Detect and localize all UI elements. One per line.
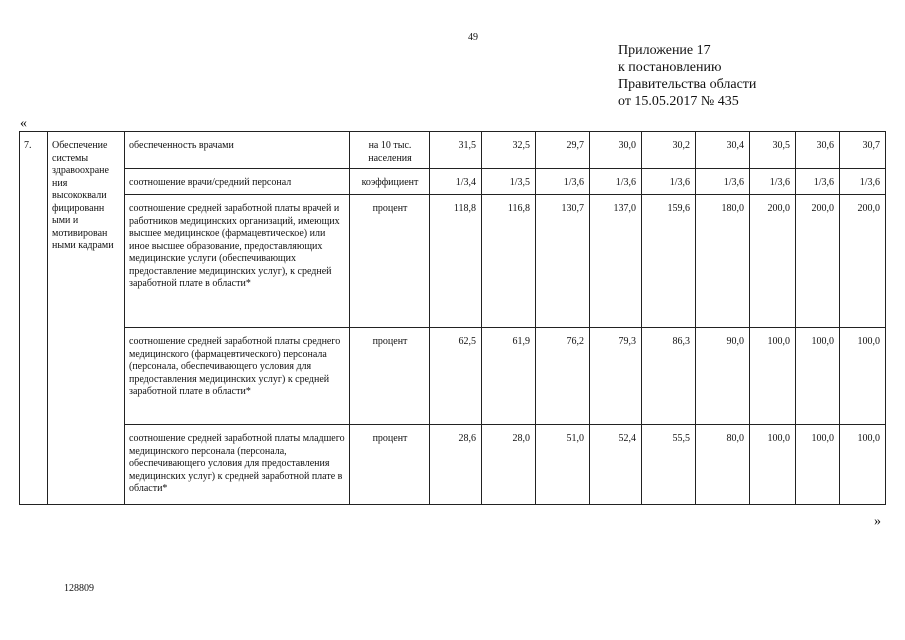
unit-cell: коэффициент bbox=[350, 169, 430, 195]
indicator-cell: соотношение врачи/средний персонал bbox=[125, 169, 350, 195]
value-cell: 100,0 bbox=[796, 328, 840, 425]
value-cell: 79,3 bbox=[590, 328, 642, 425]
value-cell: 200,0 bbox=[796, 195, 840, 328]
value-cell: 29,7 bbox=[536, 132, 590, 169]
value-cell: 100,0 bbox=[796, 425, 840, 505]
value-cell: 1/3,6 bbox=[696, 169, 750, 195]
value-cell: 76,2 bbox=[536, 328, 590, 425]
unit-cell: на 10 тыс. населения bbox=[350, 132, 430, 169]
value-cell: 1/3,6 bbox=[590, 169, 642, 195]
closing-quote: » bbox=[874, 514, 881, 529]
value-cell: 200,0 bbox=[750, 195, 796, 328]
value-cell: 100,0 bbox=[840, 425, 886, 505]
value-cell: 55,5 bbox=[642, 425, 696, 505]
appendix-line: к постановлению bbox=[618, 60, 722, 75]
value-cell: 90,0 bbox=[696, 328, 750, 425]
document-code: 128809 bbox=[64, 583, 94, 594]
indicator-cell: соотношение средней заработной платы среднего медицинского (фармацевтического) персонала (персонала, обеспечивающего условия для предоставления медицинских услуг) к средней заработной плате в области* bbox=[125, 328, 350, 425]
value-cell: 100,0 bbox=[750, 328, 796, 425]
value-cell: 30,5 bbox=[750, 132, 796, 169]
category-cell: Обеспечение системы здравоохране ния высококвали фицированн ыми и мотивирован ными кадрами bbox=[48, 132, 125, 505]
table-row bbox=[20, 328, 886, 425]
value-cell: 137,0 bbox=[590, 195, 642, 328]
appendix-line: от 15.05.2017 № 435 bbox=[618, 94, 739, 109]
appendix-line: Приложение 17 bbox=[618, 43, 711, 58]
page-number: 49 bbox=[468, 32, 478, 43]
indicators-table bbox=[19, 131, 886, 505]
appendix-line: Правительства области bbox=[618, 77, 757, 92]
value-cell: 28,6 bbox=[430, 425, 482, 505]
value-cell: 30,0 bbox=[590, 132, 642, 169]
indicator-cell: обеспеченность врачами bbox=[125, 132, 350, 169]
value-cell: 51,0 bbox=[536, 425, 590, 505]
value-cell: 30,7 bbox=[840, 132, 886, 169]
value-cell: 1/3,6 bbox=[642, 169, 696, 195]
value-cell: 52,4 bbox=[590, 425, 642, 505]
value-cell: 28,0 bbox=[482, 425, 536, 505]
value-cell: 32,5 bbox=[482, 132, 536, 169]
unit-cell: процент bbox=[350, 328, 430, 425]
indicator-cell: соотношение средней заработной платы младшего медицинского персонала (персонала, обеспечивающего условия для предоставления медицинских услуг) к средней заработной плате в области* bbox=[125, 425, 350, 505]
indicator-cell: соотношение средней заработной платы врачей и работников медицинских организаций, имеющих высшее медицинское (фармацевтическое) или иное высшее образование, предоставляющих медицинские услуги (обеспечивающих предоставление медицинских услуг), к средней заработной плате в области* bbox=[125, 195, 350, 328]
table-row bbox=[20, 425, 886, 505]
appendix-header bbox=[618, 42, 756, 110]
unit-cell: процент bbox=[350, 195, 430, 328]
value-cell: 118,8 bbox=[430, 195, 482, 328]
value-cell: 30,6 bbox=[796, 132, 840, 169]
value-cell: 1/3,6 bbox=[750, 169, 796, 195]
value-cell: 130,7 bbox=[536, 195, 590, 328]
value-cell: 31,5 bbox=[430, 132, 482, 169]
opening-quote: « bbox=[20, 116, 27, 131]
value-cell: 80,0 bbox=[696, 425, 750, 505]
value-cell: 1/3,5 bbox=[482, 169, 536, 195]
value-cell: 1/3,6 bbox=[840, 169, 886, 195]
value-cell: 180,0 bbox=[696, 195, 750, 328]
value-cell: 116,8 bbox=[482, 195, 536, 328]
value-cell: 1/3,4 bbox=[430, 169, 482, 195]
value-cell: 100,0 bbox=[840, 328, 886, 425]
value-cell: 62,5 bbox=[430, 328, 482, 425]
value-cell: 1/3,6 bbox=[536, 169, 590, 195]
value-cell: 100,0 bbox=[750, 425, 796, 505]
table-row bbox=[20, 195, 886, 328]
value-cell: 200,0 bbox=[840, 195, 886, 328]
value-cell: 1/3,6 bbox=[796, 169, 840, 195]
row-index: 7. bbox=[20, 132, 48, 505]
table-row bbox=[20, 132, 886, 169]
value-cell: 61,9 bbox=[482, 328, 536, 425]
value-cell: 86,3 bbox=[642, 328, 696, 425]
table-body bbox=[20, 132, 886, 505]
value-cell: 30,2 bbox=[642, 132, 696, 169]
value-cell: 159,6 bbox=[642, 195, 696, 328]
table-row bbox=[20, 169, 886, 195]
unit-cell: процент bbox=[350, 425, 430, 505]
value-cell: 30,4 bbox=[696, 132, 750, 169]
